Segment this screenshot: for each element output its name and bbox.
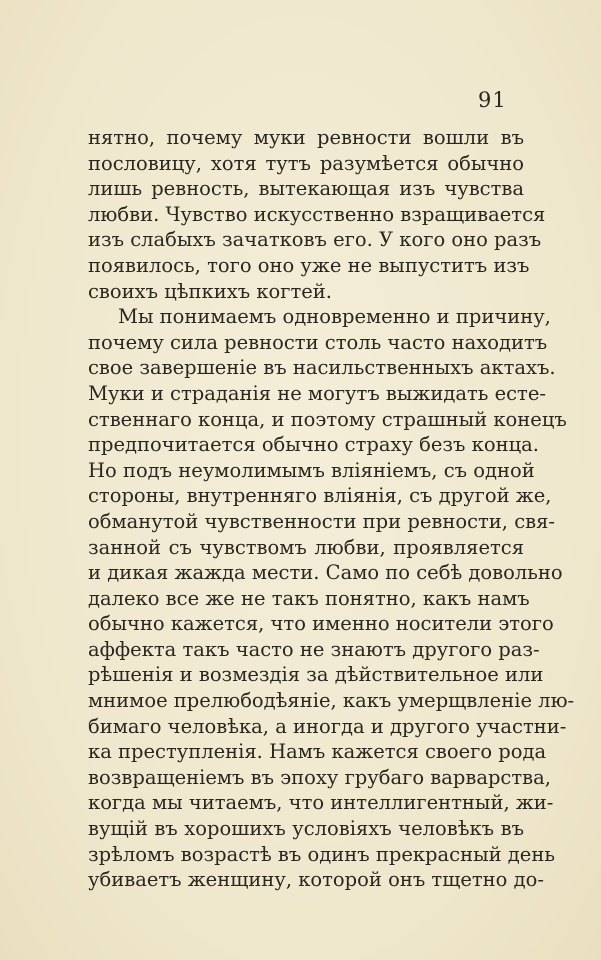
text-line: обычно кажется, что именно носители этого [88,612,554,636]
text-line: лишь ревность, вытекающая изъ чувства [88,177,524,201]
text-line: любви. Чувство искусственно взращивается [88,202,546,226]
text-line: и дикая жажда мести. Само по себѣ довольно [88,561,563,585]
text-line: занной съ чувствомъ любви, проявляется [88,535,524,559]
text-line: мнимое прелюбодѣяніе, какъ умерщвленіе лю- [88,689,575,713]
text-line: своихъ цѣпкихъ когтей. [88,279,332,303]
text-line: зрѣломъ возрастѣ въ одинъ прекрасный день [88,842,555,866]
text-line: предпочитается обычно страху безъ конца. [88,433,539,457]
text-line: ственнаго конца, и поэтому страшный конецъ [88,407,567,431]
text-line: обманутой чувственности при ревности, свя- [88,509,555,533]
text-line: возвращеніемъ въ эпоху грубаго варварства, [88,765,551,789]
text-line: изъ слабыхъ зачатковъ его. У кого оно разъ [88,228,542,252]
text-line: убиваетъ женщину, которой онъ тщетно до- [88,868,544,892]
text-line: рѣшенія и возмездія за дѣйствительное или [88,663,544,687]
text-line: Но подъ неумолимымъ вліяніемъ, съ одной [88,458,535,482]
text-line: Муки и страданія не могутъ выжидать есте- [88,381,546,405]
text-line: когда мы читаемъ, что интеллигентный, жи- [88,791,554,815]
text-line: далеко все же не такъ понятно, какъ намъ [88,586,530,610]
text-line: пословицу, хотя тутъ разумѣется обычно [88,151,524,175]
text-line: Мы понимаемъ одновременно и причину, [118,305,551,329]
text-line: вущій въ хорошихъ условіяхъ человѣкъ въ [88,817,524,841]
text-line: нятно, почему муки ревности вошли въ [88,126,524,149]
text-line: появилось, того оно уже не выпуститъ изъ [88,253,530,277]
text-line: почему сила ревности столь часто находитъ [88,330,548,354]
body-text [88,125,575,893]
page-number: 91 [478,88,507,112]
text-line: свое завершеніе въ насильственныхъ актахъ. [88,356,556,380]
text-line: стороны, внутренняго вліянія, съ другой же, [88,484,552,508]
text-line: бимаго человѣка, а иногда и другого участни- [88,714,567,738]
text-line: аффекта такъ часто не знаютъ другого раз- [88,637,540,661]
text-line: ка преступленія. Намъ кажется своего рода [88,740,547,764]
